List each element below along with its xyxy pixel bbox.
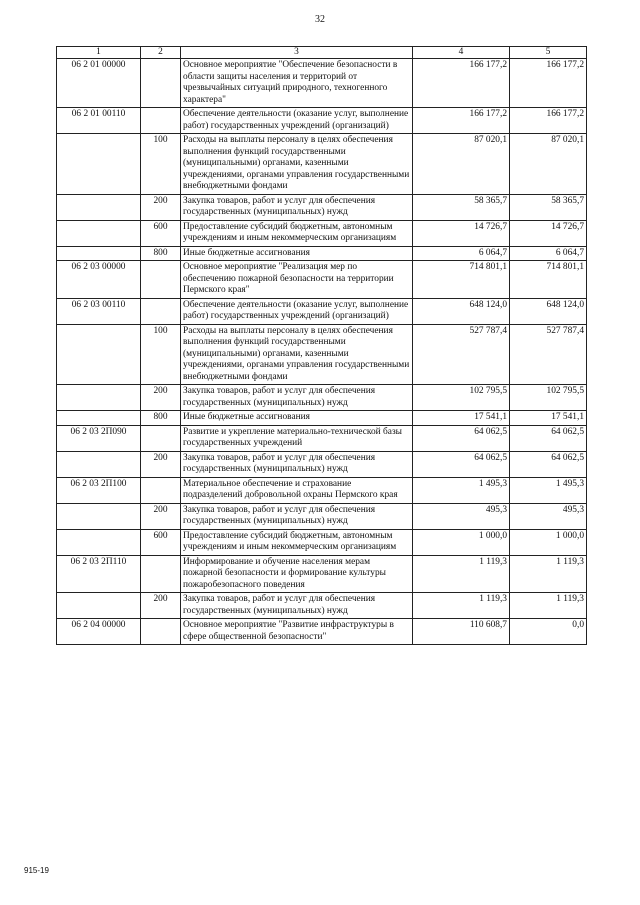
expense-type-cell <box>141 477 181 503</box>
item-name-cell: Закупка товаров, работ и услуг для обеспечения государственных (муниципальных) нужд <box>181 194 413 220</box>
amount-year2-cell: 1 000,0 <box>510 529 587 555</box>
item-name-cell: Развитие и укрепление материально-технической базы государственных учреждений <box>181 425 413 451</box>
amount-year2-cell: 14 726,7 <box>510 220 587 246</box>
table-row <box>57 619 587 645</box>
target-code-cell <box>57 324 141 385</box>
target-code-cell: 06 2 01 00110 <box>57 108 141 134</box>
target-code-cell: 06 2 04 00000 <box>57 619 141 645</box>
table-row <box>57 593 587 619</box>
target-code-cell <box>57 246 141 261</box>
column-header-1: 1 <box>57 47 141 59</box>
target-code-cell <box>57 220 141 246</box>
item-name-cell: Материальное обеспечение и страхование подразделений добровольной охраны Пермского края <box>181 477 413 503</box>
amount-year1-cell: 110 608,7 <box>413 619 510 645</box>
target-code-cell <box>57 194 141 220</box>
target-code-cell <box>57 503 141 529</box>
target-code-cell <box>57 451 141 477</box>
table-row <box>57 425 587 451</box>
column-header-2: 2 <box>141 47 181 59</box>
item-name-cell: Расходы на выплаты персоналу в целях обеспечения выполнения функций государственными (муниципальными) органами, казенными учреждениями, органами управления государственными внебюджетными фондами <box>181 134 413 195</box>
table-header-row <box>57 47 587 59</box>
item-name-cell: Закупка товаров, работ и услуг для обеспечения государственных (муниципальных) нужд <box>181 503 413 529</box>
target-code-cell <box>57 385 141 411</box>
expense-type-cell: 100 <box>141 134 181 195</box>
target-code-cell: 06 2 03 2П110 <box>57 555 141 593</box>
item-name-cell: Обеспечение деятельности (оказание услуг, выполнение работ) государственных учреждений (организаций) <box>181 298 413 324</box>
amount-year2-cell: 166 177,2 <box>510 108 587 134</box>
column-header-4: 4 <box>413 47 510 59</box>
target-code-cell <box>57 134 141 195</box>
amount-year2-cell: 1 495,3 <box>510 477 587 503</box>
amount-year1-cell: 1 495,3 <box>413 477 510 503</box>
table-row <box>57 261 587 299</box>
table-row <box>57 529 587 555</box>
target-code-cell: 06 2 03 00000 <box>57 261 141 299</box>
amount-year1-cell: 1 000,0 <box>413 529 510 555</box>
table-row <box>57 451 587 477</box>
table-row <box>57 411 587 426</box>
amount-year1-cell: 648 124,0 <box>413 298 510 324</box>
column-header-5: 5 <box>510 47 587 59</box>
item-name-cell: Иные бюджетные ассигнования <box>181 246 413 261</box>
amount-year2-cell: 102 795,5 <box>510 385 587 411</box>
expense-type-cell <box>141 298 181 324</box>
amount-year1-cell: 527 787,4 <box>413 324 510 385</box>
amount-year2-cell: 495,3 <box>510 503 587 529</box>
item-name-cell: Закупка товаров, работ и услуг для обеспечения государственных (муниципальных) нужд <box>181 593 413 619</box>
expense-type-cell: 100 <box>141 324 181 385</box>
table-row <box>57 503 587 529</box>
item-name-cell: Закупка товаров, работ и услуг для обеспечения государственных (муниципальных) нужд <box>181 385 413 411</box>
expense-type-cell <box>141 108 181 134</box>
item-name-cell: Информирование и обучение населения мерам пожарной безопасности и формирование культуры пожаробезопасного поведения <box>181 555 413 593</box>
expense-type-cell <box>141 619 181 645</box>
budget-table <box>56 46 587 645</box>
amount-year2-cell: 714 801,1 <box>510 261 587 299</box>
table-row <box>57 477 587 503</box>
amount-year1-cell: 1 119,3 <box>413 555 510 593</box>
expense-type-cell <box>141 425 181 451</box>
target-code-cell: 06 2 03 2П090 <box>57 425 141 451</box>
item-name-cell: Основное мероприятие "Реализация мер по обеспечению пожарной безопасности на территории Пермского края" <box>181 261 413 299</box>
table-row <box>57 194 587 220</box>
amount-year1-cell: 1 119,3 <box>413 593 510 619</box>
item-name-cell: Закупка товаров, работ и услуг для обеспечения государственных (муниципальных) нужд <box>181 451 413 477</box>
table-row <box>57 385 587 411</box>
table-row <box>57 108 587 134</box>
expense-type-cell: 200 <box>141 194 181 220</box>
amount-year2-cell: 0,0 <box>510 619 587 645</box>
expense-type-cell <box>141 59 181 108</box>
table-row <box>57 298 587 324</box>
amount-year1-cell: 58 365,7 <box>413 194 510 220</box>
item-name-cell: Обеспечение деятельности (оказание услуг, выполнение работ) государственных учреждений (организаций) <box>181 108 413 134</box>
amount-year1-cell: 495,3 <box>413 503 510 529</box>
amount-year2-cell: 64 062,5 <box>510 451 587 477</box>
item-name-cell: Основное мероприятие "Обеспечение безопасности в области защиты населения и территорий от чрезвычайных ситуаций природного, техногенного характера" <box>181 59 413 108</box>
amount-year2-cell: 58 365,7 <box>510 194 587 220</box>
table-row <box>57 555 587 593</box>
amount-year1-cell: 166 177,2 <box>413 108 510 134</box>
amount-year2-cell: 527 787,4 <box>510 324 587 385</box>
table-row <box>57 324 587 385</box>
page-number: 32 <box>315 14 325 25</box>
amount-year1-cell: 6 064,7 <box>413 246 510 261</box>
expense-type-cell: 200 <box>141 451 181 477</box>
amount-year2-cell: 1 119,3 <box>510 593 587 619</box>
amount-year1-cell: 166 177,2 <box>413 59 510 108</box>
amount-year1-cell: 64 062,5 <box>413 451 510 477</box>
amount-year1-cell: 17 541,1 <box>413 411 510 426</box>
item-name-cell: Основное мероприятие "Развитие инфраструктуры в сфере общественной безопасности" <box>181 619 413 645</box>
item-name-cell: Предоставление субсидий бюджетным, автономным учреждениям и иным некоммерческим организациям <box>181 220 413 246</box>
item-name-cell: Иные бюджетные ассигнования <box>181 411 413 426</box>
expense-type-cell: 200 <box>141 593 181 619</box>
expense-type-cell <box>141 555 181 593</box>
target-code-cell <box>57 529 141 555</box>
amount-year2-cell: 6 064,7 <box>510 246 587 261</box>
expense-type-cell: 200 <box>141 503 181 529</box>
amount-year2-cell: 648 124,0 <box>510 298 587 324</box>
target-code-cell: 06 2 01 00000 <box>57 59 141 108</box>
target-code-cell <box>57 411 141 426</box>
amount-year2-cell: 17 541,1 <box>510 411 587 426</box>
target-code-cell: 06 2 03 2П100 <box>57 477 141 503</box>
table-row <box>57 134 587 195</box>
amount-year2-cell: 87 020,1 <box>510 134 587 195</box>
column-header-3: 3 <box>181 47 413 59</box>
target-code-cell <box>57 593 141 619</box>
expense-type-cell: 800 <box>141 246 181 261</box>
amount-year2-cell: 64 062,5 <box>510 425 587 451</box>
expense-type-cell: 200 <box>141 385 181 411</box>
item-name-cell: Предоставление субсидий бюджетным, автономным учреждениям и иным некоммерческим организациям <box>181 529 413 555</box>
expense-type-cell: 600 <box>141 529 181 555</box>
amount-year2-cell: 1 119,3 <box>510 555 587 593</box>
table-row <box>57 246 587 261</box>
amount-year1-cell: 102 795,5 <box>413 385 510 411</box>
expense-type-cell <box>141 261 181 299</box>
amount-year1-cell: 87 020,1 <box>413 134 510 195</box>
target-code-cell: 06 2 03 00110 <box>57 298 141 324</box>
item-name-cell: Расходы на выплаты персоналу в целях обеспечения выполнения функций государственными (муниципальными) органами, казенными учреждениями, органами управления государственными внебюджетными фондами <box>181 324 413 385</box>
table-row <box>57 220 587 246</box>
amount-year1-cell: 714 801,1 <box>413 261 510 299</box>
document-code: 915-19 <box>24 866 49 875</box>
amount-year1-cell: 14 726,7 <box>413 220 510 246</box>
amount-year1-cell: 64 062,5 <box>413 425 510 451</box>
table-row <box>57 59 587 108</box>
expense-type-cell: 800 <box>141 411 181 426</box>
expense-type-cell: 600 <box>141 220 181 246</box>
amount-year2-cell: 166 177,2 <box>510 59 587 108</box>
